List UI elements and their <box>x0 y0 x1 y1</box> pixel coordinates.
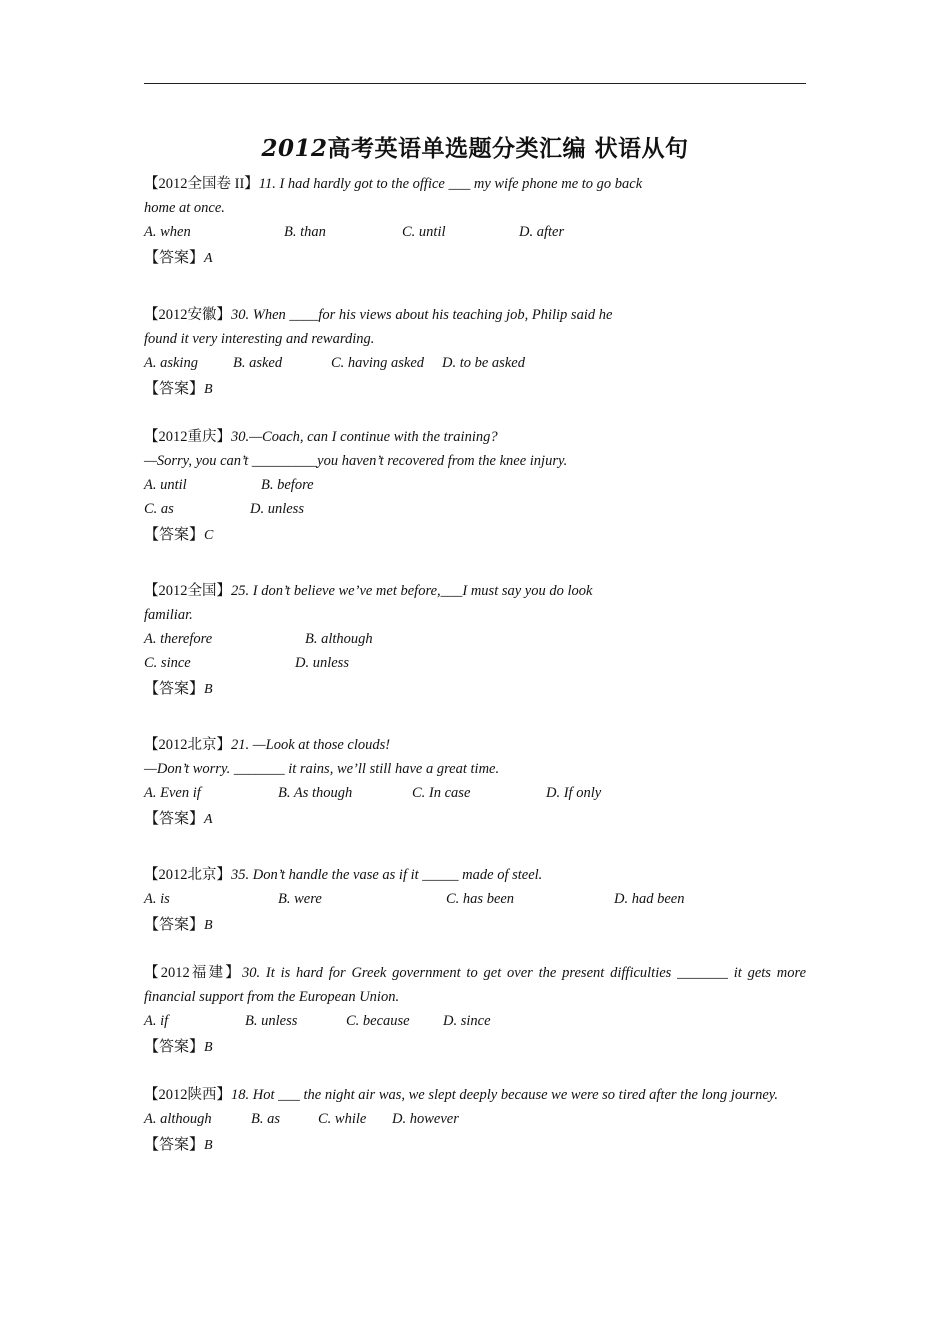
question-stem: 【2012安徽】30. When ____for his views about his teaching job, Philip said he <box>144 307 613 323</box>
option-c: C. since <box>144 655 191 671</box>
answer-line: 【答案】A <box>144 248 213 266</box>
question-options <box>144 1009 806 1033</box>
question-options <box>144 497 806 521</box>
option-a: A. Even if <box>144 785 201 801</box>
answer-line: 【答案】C <box>144 525 214 543</box>
option-a: A. although <box>144 1111 212 1127</box>
question-stem-continued: found it very interesting and rewarding. <box>144 331 375 347</box>
option-b: B. although <box>305 631 373 647</box>
document-body <box>144 172 806 1157</box>
answer-value: B <box>204 682 213 697</box>
answer-line: 【答案】B <box>144 915 213 933</box>
answer-value: B <box>204 1138 213 1153</box>
option-b: B. before <box>261 477 314 493</box>
answer-value: C <box>204 528 214 543</box>
option-a: A. is <box>144 891 170 907</box>
question-source: 【2012陕西】 <box>144 1087 231 1103</box>
question-options <box>144 781 806 805</box>
question-stem-continued: financial support from the European Union. <box>144 989 400 1005</box>
option-b: B. asked <box>233 355 283 371</box>
question-options <box>144 220 806 244</box>
option-a: A. if <box>144 1013 169 1029</box>
question-5 <box>144 733 806 831</box>
option-d: D. since <box>443 1013 491 1029</box>
question-stem-continued: —Don’t worry. _______ it rains, we’ll still have a great time. <box>144 761 500 777</box>
answer-line: 【答案】B <box>144 679 213 697</box>
option-b: B. were <box>278 891 322 907</box>
question-stem: 【2012重庆】30.—Coach, can I continue with the training? <box>144 429 498 445</box>
answer-value: B <box>204 918 213 933</box>
option-c: C. In case <box>412 785 471 801</box>
option-d: D. to be asked <box>442 355 525 371</box>
option-c: C. has been <box>446 891 515 907</box>
question-stem: 【2012福建】30. It is hard for Greek government to get over the present difficulties _______ it gets more <box>144 965 807 981</box>
page-title <box>0 130 950 163</box>
question-stem-continued: —Sorry, you can’t _________you haven’t recovered from the knee injury. <box>144 453 568 469</box>
answer-line: 【答案】B <box>144 1135 213 1153</box>
question-source: 【2012全国卷 II】 <box>144 176 259 192</box>
question-7 <box>144 961 806 1059</box>
question-8 <box>144 1083 806 1157</box>
answer-line: 【答案】B <box>144 1037 213 1055</box>
question-stem: 【2012陕西】18. Hot ___ the night air was, we slept deeply because we were so tired after the long journey. <box>144 1087 779 1103</box>
question-options <box>144 887 806 911</box>
option-d: D. If only <box>546 785 602 801</box>
question-6 <box>144 863 806 937</box>
header-rule <box>144 83 806 84</box>
option-c: C. while <box>318 1111 367 1127</box>
question-1 <box>144 172 806 270</box>
option-d: D. after <box>519 224 565 240</box>
option-b: B. than <box>284 224 326 240</box>
option-d: D. unless <box>250 501 304 517</box>
answer-value: A <box>204 812 213 827</box>
answer-value: B <box>204 382 213 397</box>
question-3 <box>144 425 806 547</box>
option-d: D. had been <box>614 891 685 907</box>
question-options <box>144 651 806 675</box>
option-b: B. as <box>251 1111 280 1127</box>
option-c: C. as <box>144 501 174 517</box>
question-source: 【2012北京】 <box>144 867 231 883</box>
option-c: C. until <box>402 224 446 240</box>
option-b: B. As though <box>278 785 353 801</box>
question-options <box>144 473 806 497</box>
option-b: B. unless <box>245 1013 298 1029</box>
option-a: A. until <box>144 477 187 493</box>
question-4 <box>144 579 806 701</box>
question-stem: 【2012北京】35. Don’t handle the vase as if it _____ made of steel. <box>144 867 543 883</box>
option-a: A. asking <box>144 355 198 371</box>
title-year: 2012 <box>261 135 328 162</box>
question-stem: 【2012北京】21. —Look at those clouds! <box>144 737 391 753</box>
question-stem: 【2012全国卷 II】11. I had hardly got to the office ___ my wife phone me to go back <box>144 176 643 192</box>
question-stem-continued: home at once. <box>144 200 225 216</box>
title-text: 高考英语单选题分类汇编 状语从句 <box>327 135 689 162</box>
question-stem-continued: familiar. <box>144 607 193 623</box>
answer-value: B <box>204 1040 213 1055</box>
option-d: D. however <box>392 1111 459 1127</box>
answer-line: 【答案】A <box>144 809 213 827</box>
question-stem: 【2012全国】25. I don’t believe we’ve met before,___I must say you do look <box>144 583 593 599</box>
question-source: 【2012北京】 <box>144 737 231 753</box>
option-a: A. therefore <box>144 631 213 647</box>
option-a: A. when <box>144 224 191 240</box>
answer-value: A <box>204 251 213 266</box>
question-2 <box>144 303 806 401</box>
answer-line: 【答案】B <box>144 379 213 397</box>
question-source: 【2012福建】 <box>144 965 242 981</box>
question-options <box>144 351 806 375</box>
question-options <box>144 627 806 651</box>
question-options <box>144 1107 806 1131</box>
option-c: C. having asked <box>331 355 425 371</box>
question-source: 【2012安徽】 <box>144 307 231 323</box>
option-c: C. because <box>346 1013 410 1029</box>
question-source: 【2012全国】 <box>144 583 231 599</box>
option-d: D. unless <box>295 655 349 671</box>
question-source: 【2012重庆】 <box>144 429 231 445</box>
